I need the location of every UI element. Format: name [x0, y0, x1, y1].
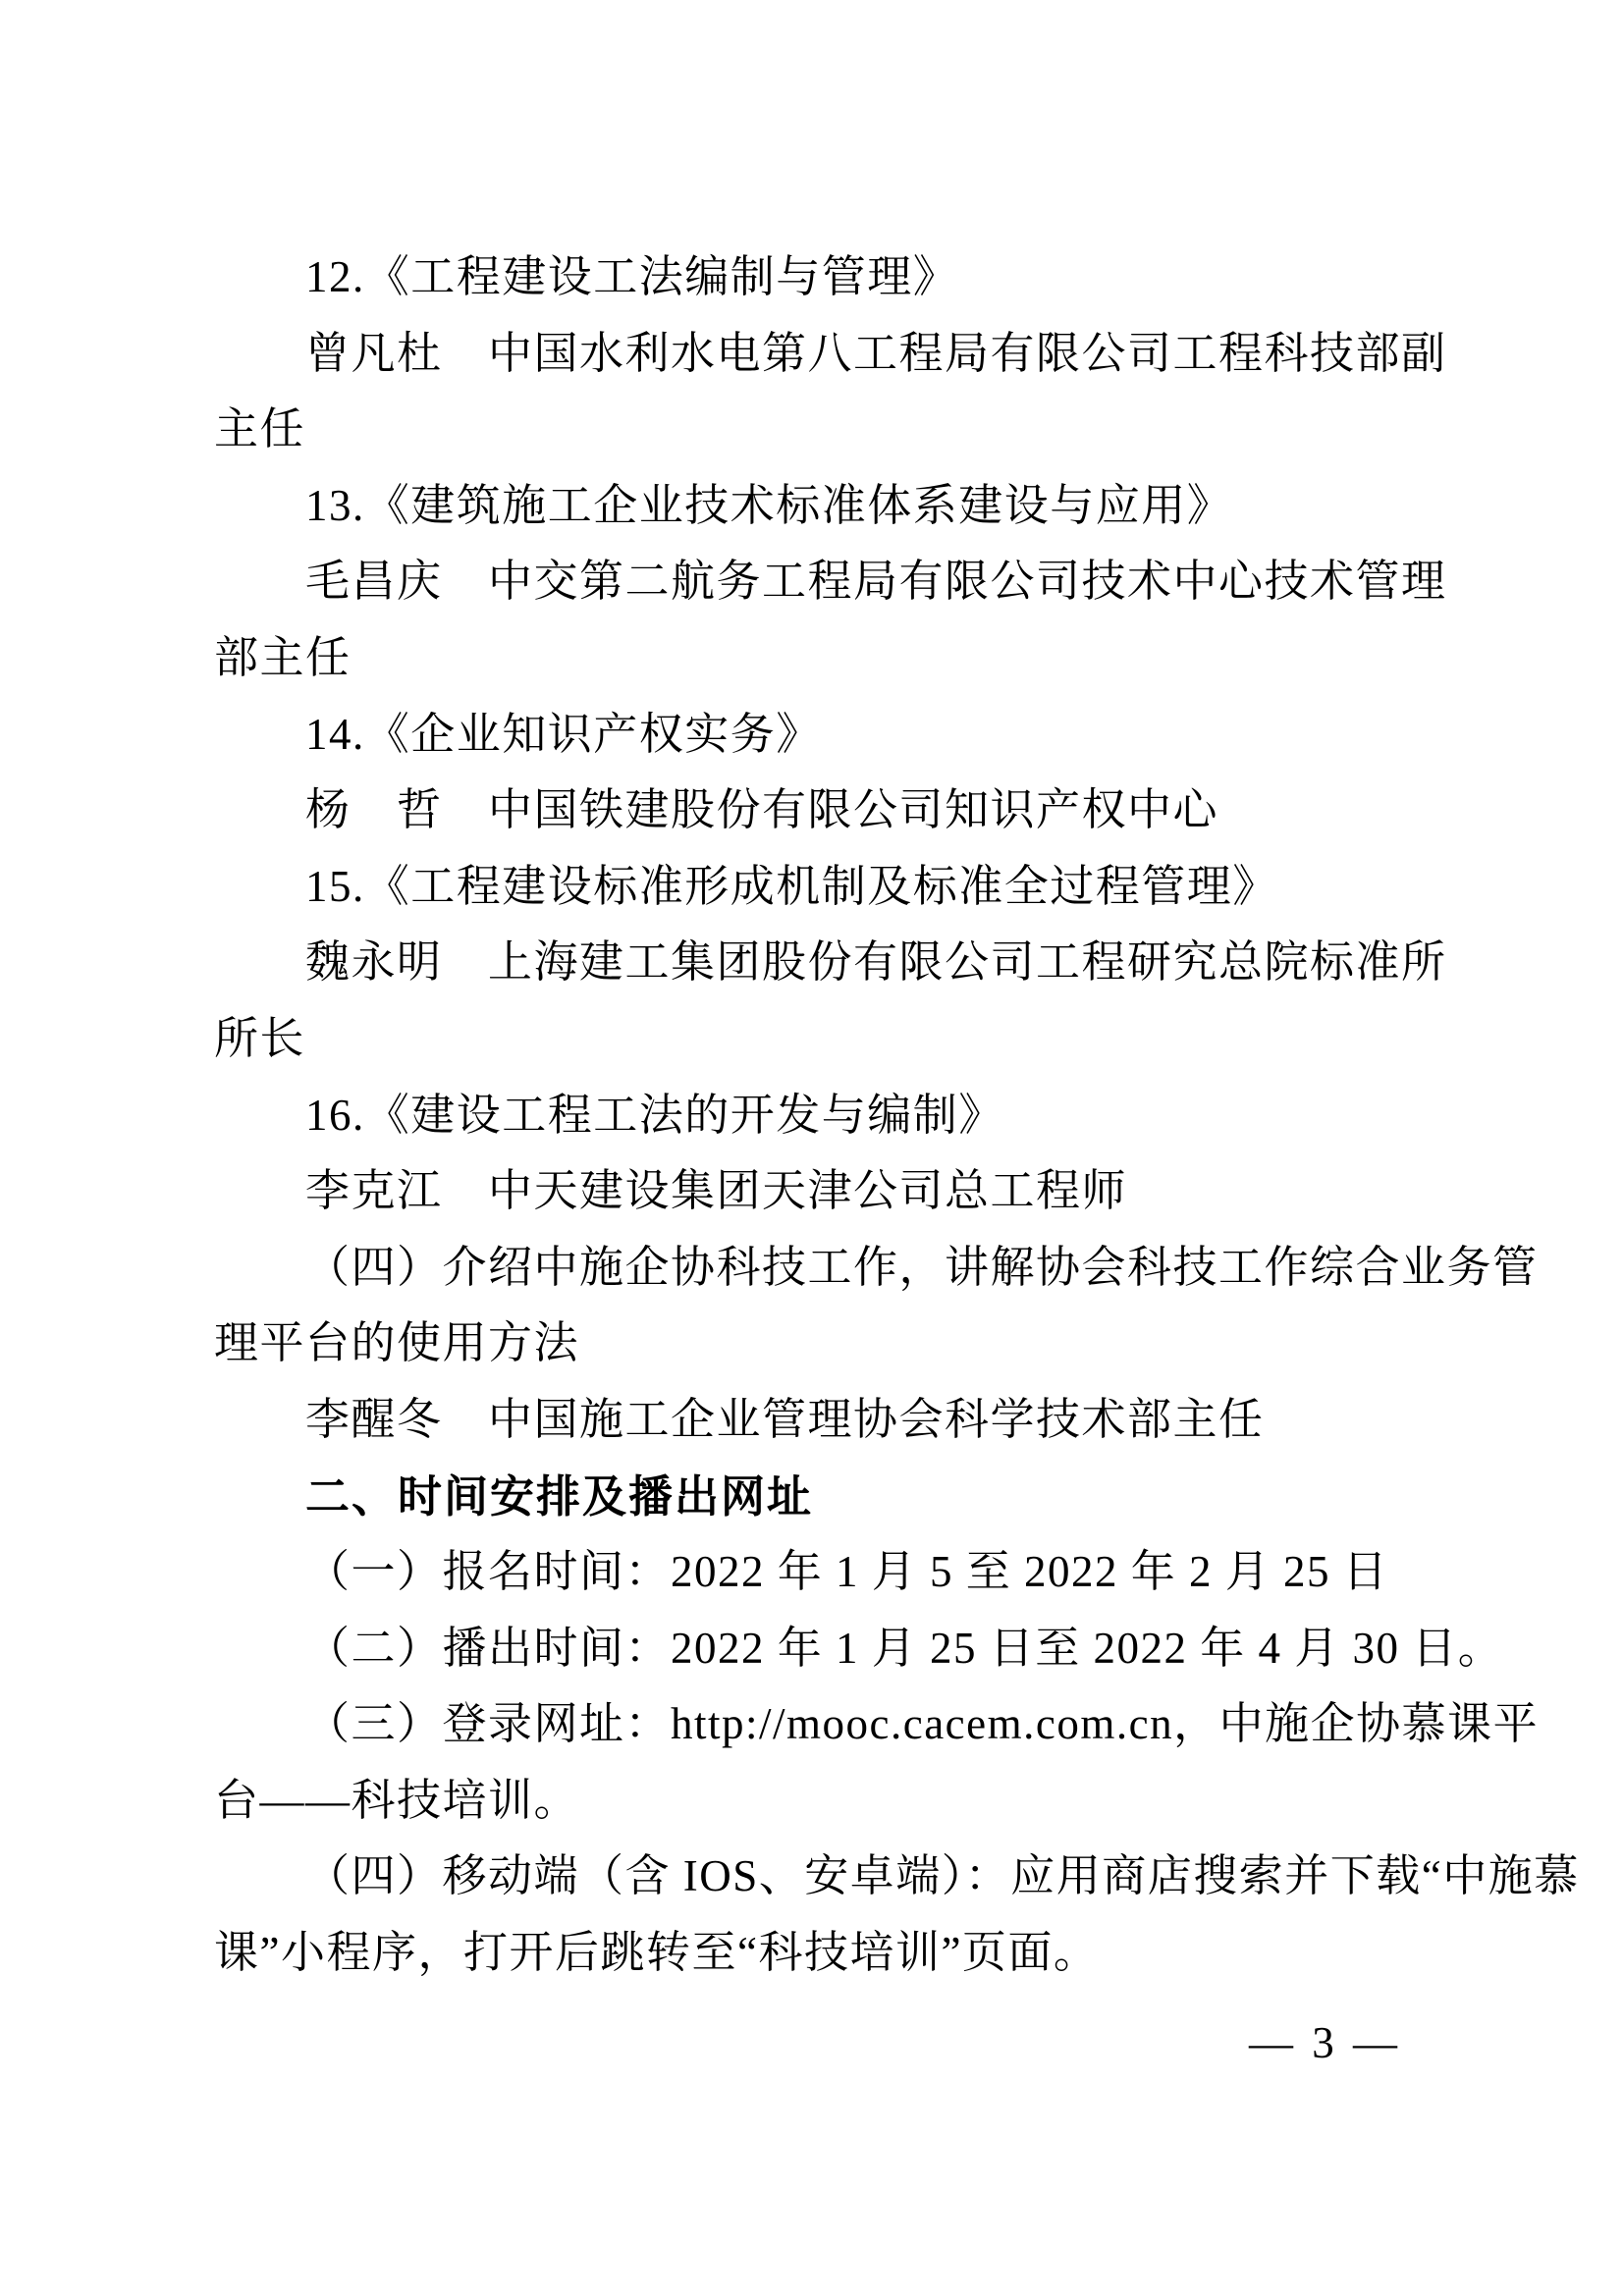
text-line: 课”小程序，打开后跳转至“科技培训”页面。: [214, 1928, 1100, 1978]
text-line: 李克江 中天建设集团天津公司总工程师: [305, 1166, 1128, 1216]
text-line: （三）登录网址：http://mooc.cacem.com.cn，中施企协慕课平: [305, 1699, 1540, 1749]
text-line: 13.《建筑施工企业技术标准体系建设与应用》: [305, 480, 1233, 530]
document-body: [214, 240, 1580, 1992]
text-line: 12.《工程建设工法编制与管理》: [305, 252, 959, 301]
text-line: （一）报名时间：2022 年 1 月 5 至 2022 年 2 月 25 日: [305, 1547, 1389, 1597]
text-line: 理平台的使用方法: [214, 1318, 580, 1368]
text-line: （四）移动端（含 IOS、安卓端）：应用商店搜索并下载“中施慕: [305, 1851, 1580, 1901]
text-line: 部主任: [214, 632, 352, 682]
text-line: 14.《企业知识产权实务》: [305, 709, 822, 759]
text-line: 15.《工程建设标准形成机制及标准全过程管理》: [305, 861, 1278, 911]
text-line: 杨 哲 中国铁建股份有限公司知识产权中心: [305, 785, 1219, 835]
text-line: （二）播出时间：2022 年 1 月 25 日至 2022 年 4 月 30 日。: [305, 1623, 1504, 1673]
text-line: （四）介绍中施企协科技工作，讲解协会科技工作综合业务管: [305, 1242, 1539, 1292]
text-line: 曾凡杜 中国水利水电第八工程局有限公司工程科技部副: [305, 328, 1447, 378]
text-line: 所长: [214, 1013, 306, 1063]
text-line: 毛昌庆 中交第二航务工程局有限公司技术中心技术管理: [305, 557, 1447, 607]
text-line: 台——科技培训。: [214, 1775, 580, 1825]
text-line: 主任: [214, 404, 306, 454]
section-heading: 二、时间安排及播出网址: [305, 1470, 814, 1522]
text-line: 魏永明 上海建工集团股份有限公司工程研究总院标准所: [305, 937, 1447, 988]
page-number: — 3 —: [1249, 2018, 1401, 2067]
text-line: 李醒冬 中国施工企业管理协会科学技术部主任: [305, 1394, 1265, 1444]
text-line: 16.《建设工程工法的开发与编制》: [305, 1090, 1004, 1140]
